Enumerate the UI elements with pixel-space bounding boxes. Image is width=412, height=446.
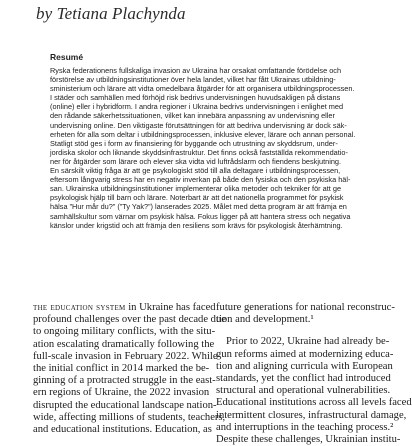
abstract-line: eftersom långvarig stress har en negativ inverkan på både den fysiska och den psykiska häl- — [50, 175, 351, 185]
abstract-line: erheten för alla som deltar i utbildningsprocessen, inklusive elever, lärare och annan personal. — [50, 129, 356, 139]
body-line: Educational institutions across all levels faced — [216, 397, 412, 409]
body-line-text: in Ukraine has faced — [125, 302, 216, 313]
body-line: the initial conflict in 2014 marked the be- — [33, 362, 210, 374]
abstract-line: Ryska federationens fullskaliga invasion av Ukraina har orsakat omfattande förödelse och — [50, 66, 342, 75]
body-line: to ongoing military conflicts, with the situ- — [33, 326, 216, 338]
body-line: structural and operational vulnerabilities. — [216, 385, 391, 397]
abstract-line: ner för åtgärder som lärare och elever ska vidta vid luftrådslarm och fiendens beskjutning. — [50, 156, 342, 166]
body-column-right — [216, 302, 412, 446]
body-line: and interruptions in the teaching process.² — [216, 421, 394, 433]
abstract-line: känslor under krigstid och att främja den resiliens som krävs för psykologisk återhämtning. — [50, 220, 343, 230]
body-line: profound challenges over the past decade due — [33, 314, 226, 326]
lead-in-smallcaps: the education system — [33, 302, 126, 313]
abstract-line: I städer och samhällen med förhöjd risk bedrivs undervisningen huvudsakligen på distans — [50, 93, 341, 103]
abstract-line: förstörelse av utbildningsinstitutioner över hela landet, vilket har fått Ukrainas utbildning- — [50, 75, 336, 85]
abstract-line: Statligt stöd ges i form av finansiering för byggande och utrustning av skyddsrum, under- — [50, 138, 338, 148]
body-line: ation escalating dramatically following the — [33, 338, 215, 350]
body-line — [33, 302, 216, 314]
body-line: Prior to 2022, Ukraine had already be- — [226, 336, 390, 348]
abstract-line: En särskilt viktig fråga är att ge psykologiskt stöd till alla deltagare i utbildningsprocessen, — [50, 166, 341, 176]
abstract-line: (online) eller i hybridform. I andra regioner i Ukraina bedrivs undervisningen i enlighet med — [50, 102, 344, 112]
body-line: ginning of a protracted struggle in the east- — [33, 375, 216, 387]
body-line: intermittent closures, infrastructural damage, — [216, 409, 407, 421]
abstract-line: hälsa ”Hur mår du?” (”Ty Yak?”) lanserades 2025. Målet med detta program är att främja en — [50, 202, 347, 212]
abstract-line: samhällskultur som värnar om psykisk hälsa. Fokus ligger på att hantera stress och negativa — [50, 211, 351, 221]
author-byline: by Tetiana Plachynda — [36, 4, 186, 23]
body-line: future generations for national reconstruc- — [216, 302, 395, 313]
body-line: and educational institutions. Education, as — [33, 423, 212, 435]
body-line: Despite these challenges, Ukrainian institu- — [216, 433, 401, 445]
body-line: disrupted the educational landscape nation- — [33, 399, 217, 411]
abstract-line: undervisning online. Den viktigaste förutsättningen för att bedriva undervisning är dock säk- — [50, 120, 347, 130]
body-line: ern regions of Ukraine, the 2022 invasion — [33, 387, 210, 399]
body-line: full-scale invasion in February 2022. While — [33, 350, 218, 362]
body-line: tion and development.¹ — [216, 314, 314, 326]
body-line: gun reforms aimed at modernizing educa- — [216, 348, 394, 360]
paragraph-gap — [216, 326, 384, 336]
abstract-line: jordiska skolor och liknande skyddsinfrastruktur. Det finns också fastställda rekommendatio- — [50, 147, 348, 157]
body-column-left — [33, 302, 226, 436]
abstract-paragraph — [50, 66, 356, 230]
abstract-line: den rådande säkerhetssituationen, vilket kan innebära anpassning av undervisning eller — [50, 111, 335, 121]
abstract-line: psykologisk hjälp till barn och lärare. Noterbart är att det nationella programmet för psykisk — [50, 193, 344, 203]
abstract-heading: Resumé — [50, 52, 84, 62]
body-line: standards, yet the conflict had introduced — [216, 372, 391, 384]
abstract-line: sministerium och lärare att vidta omedelbara åtgärder för att organisera utbildningsprocessen. — [50, 84, 355, 94]
body-line: tion and aligning curricula with European — [216, 360, 393, 372]
abstract-line: san. Ukrainska utbildningsinstitutioner implementerar olika metoder och tekniker för att ge — [50, 184, 342, 194]
body-line: wide, affecting millions of students, teachers, — [33, 411, 226, 423]
